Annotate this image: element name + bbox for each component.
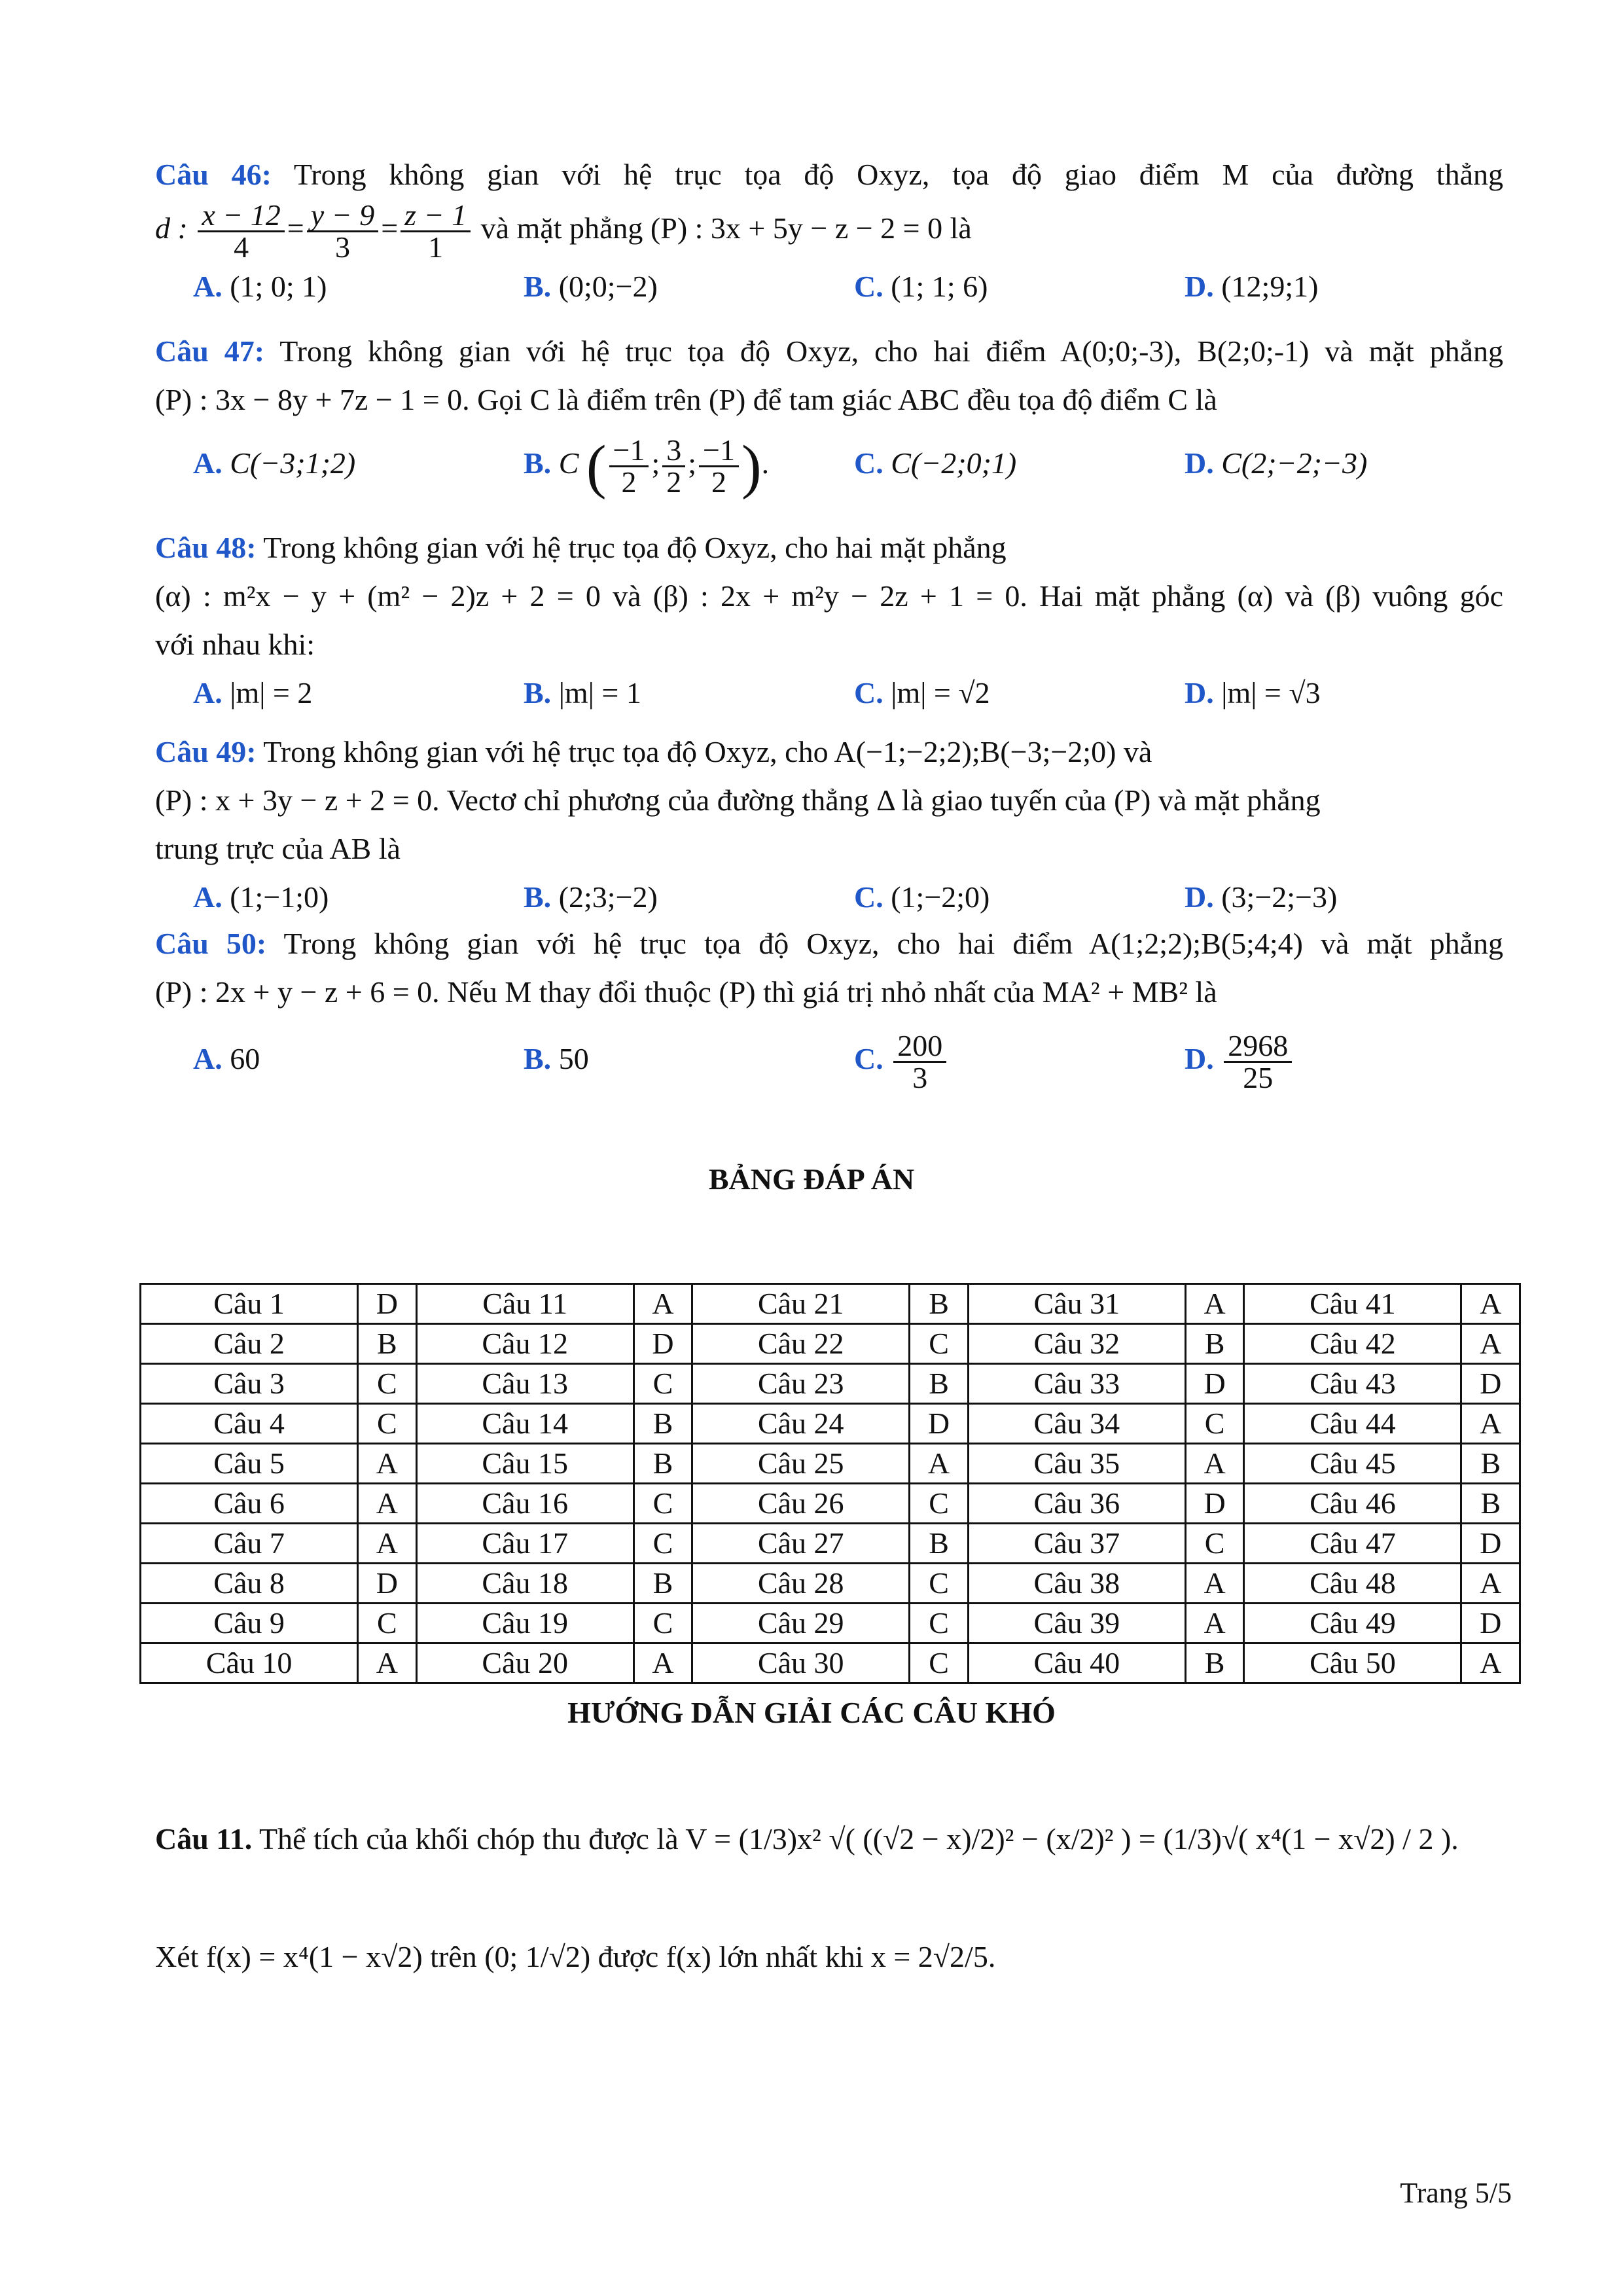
answer-cell: A	[1185, 1564, 1243, 1604]
answer-cell: C	[910, 1564, 968, 1604]
question-number-cell: Câu 19	[416, 1604, 633, 1643]
question-number-cell: Câu 23	[692, 1364, 910, 1404]
answer-cell: A	[910, 1444, 968, 1484]
options	[155, 262, 1503, 311]
answer-cell: D	[1185, 1484, 1243, 1524]
question-number-cell: Câu 38	[968, 1564, 1185, 1604]
answer-cell: D	[633, 1324, 692, 1364]
question-number-cell: Câu 17	[416, 1524, 633, 1564]
question-number-cell: Câu 11	[416, 1284, 633, 1324]
fraction: $\frac{y - 9}{3}$	[307, 200, 378, 262]
answer-cell: D	[1461, 1364, 1520, 1404]
option-c: C. C(−2;0;1)	[854, 446, 1017, 480]
option-c: C. (1; 1; 6)	[854, 269, 988, 303]
question-label: Câu 49:	[155, 735, 257, 768]
answer-cell: A	[1461, 1564, 1520, 1604]
answer-cell: B	[910, 1524, 968, 1564]
question-intro: Trong không gian với hệ trục tọa độ Oxyz, cho hai điểm A(0;0;-3), B(2;0;-1) và mặt phẳng	[279, 334, 1504, 368]
answer-cell: B	[633, 1444, 692, 1484]
option-b: B. (2;3;−2)	[524, 880, 658, 914]
fraction: $\frac{x - 12}{4}$	[198, 200, 284, 262]
answer-cell: C	[1185, 1404, 1243, 1444]
question-number-cell: Câu 16	[416, 1484, 633, 1524]
question-number-cell: Câu 31	[968, 1284, 1185, 1324]
question-number-cell: Câu 9	[141, 1604, 358, 1643]
question-number-cell: Câu 1	[141, 1284, 358, 1324]
answer-cell: D	[1461, 1604, 1520, 1643]
question-46: Câu 46: Trong không gian với hệ trục tọa độ Oxyz, tọa độ giao điểm M của đường thẳng d : $\frac{x - 12}{4}$ = $\frac{y - 9}{3}$ = $\frac{z - 1}{1}$ và mặt phẳng (P) : 3x + 5y − z − 2 = 0 là A. (1; 0; 1) B. (0;0;−2) C. (1; 1; 6) D. (12;9;1)	[155, 151, 1503, 311]
answer-cell: A	[1185, 1284, 1243, 1324]
option-c: C. (1;−2;0)	[854, 880, 990, 914]
options	[155, 424, 1503, 503]
answer-cell: A	[633, 1643, 692, 1683]
answer-cell: B	[910, 1364, 968, 1404]
plane-equation: và mặt phẳng (P) : 3x + 5y − z − 2 = 0 là	[480, 211, 972, 245]
table-row	[141, 1643, 1520, 1683]
option-d: D. (12;9;1)	[1185, 269, 1319, 303]
question-50	[155, 920, 1503, 1102]
question-number-cell: Câu 50	[1244, 1643, 1461, 1683]
table-row	[141, 1324, 1520, 1364]
fraction: $\frac{-1}{2}$	[609, 435, 649, 497]
question-number-cell: Câu 14	[416, 1404, 633, 1444]
fraction: $\frac{3}{2}$	[662, 435, 685, 497]
question-label: Câu 48:	[155, 531, 257, 564]
answer-cell: A	[358, 1643, 416, 1683]
answer-cell: C	[633, 1524, 692, 1564]
table-row	[141, 1484, 1520, 1524]
question-number-cell: Câu 6	[141, 1484, 358, 1524]
question-number-cell: Câu 28	[692, 1564, 910, 1604]
answer-cell: B	[1461, 1484, 1520, 1524]
answer-cell: A	[1461, 1324, 1520, 1364]
answer-cell: C	[910, 1604, 968, 1643]
option-d: D. |m| = √3	[1185, 676, 1321, 709]
answer-cell: C	[358, 1364, 416, 1404]
table-row	[141, 1404, 1520, 1444]
question-number-cell: Câu 33	[968, 1364, 1185, 1404]
question-text: với nhau khi:	[155, 628, 315, 661]
answer-table	[139, 1283, 1521, 1684]
solution-11	[155, 1793, 1503, 1885]
question-text: (P) : x + 3y − z + 2 = 0. Vectơ chỉ phương của đường thẳng Δ là giao tuyến của (P) và mặt phẳng	[155, 783, 1321, 817]
question-number-cell: Câu 32	[968, 1324, 1185, 1364]
answer-cell: D	[358, 1284, 416, 1324]
question-number-cell: Câu 5	[141, 1444, 358, 1484]
question-number-cell: Câu 35	[968, 1444, 1185, 1484]
option-d: D. (3;−2;−3)	[1185, 880, 1338, 914]
question-text: (P) : 3x − 8y + 7z − 1 = 0. Gọi C là điểm trên (P) để tam giác ABC đều tọa độ điểm C là	[155, 383, 1217, 416]
answer-cell: B	[1185, 1643, 1243, 1683]
question-number-cell: Câu 29	[692, 1604, 910, 1643]
question-number-cell: Câu 26	[692, 1484, 910, 1524]
question-number-cell: Câu 10	[141, 1643, 358, 1683]
option-a: A. (1; 0; 1)	[193, 269, 327, 303]
question-number-cell: Câu 41	[1244, 1284, 1461, 1324]
question-number-cell: Câu 7	[141, 1524, 358, 1564]
question-number-cell: Câu 4	[141, 1404, 358, 1444]
option-c: C. |m| = √2	[854, 676, 990, 709]
page-number: Trang 5/5	[1400, 2177, 1512, 2209]
question-number-cell: Câu 21	[692, 1284, 910, 1324]
question-number-cell: Câu 15	[416, 1444, 633, 1484]
answer-cell: B	[358, 1324, 416, 1364]
answer-cell: B	[910, 1284, 968, 1324]
question-number-cell: Câu 3	[141, 1364, 358, 1404]
answer-table-body	[141, 1284, 1520, 1683]
question-label: Câu 50:	[155, 927, 267, 960]
question-number-cell: Câu 22	[692, 1324, 910, 1364]
question-number-cell: Câu 48	[1244, 1564, 1461, 1604]
answer-cell: A	[1185, 1444, 1243, 1484]
question-text: (α) : m²x − y + (m² − 2)z + 2 = 0 và (β) : 2x + m²y − 2z + 1 = 0. Hai mặt phẳng (α) và (β) vuông góc	[155, 579, 1503, 613]
question-number-cell: Câu 36	[968, 1484, 1185, 1524]
answer-cell: C	[1185, 1524, 1243, 1564]
answer-cell: B	[1461, 1444, 1520, 1484]
fraction: $\frac{z - 1}{1}$	[401, 200, 471, 262]
question-intro: Trong không gian với hệ trục tọa độ Oxyz, cho hai điểm A(1;2;2);B(5;4;4) và mặt phẳng	[283, 927, 1504, 960]
answer-cell: C	[358, 1404, 416, 1444]
answer-cell: C	[633, 1484, 692, 1524]
line-name: d :	[155, 211, 188, 245]
options	[155, 669, 1503, 717]
question-number-cell: Câu 8	[141, 1564, 358, 1604]
answer-cell: A	[633, 1284, 692, 1324]
table-row	[141, 1564, 1520, 1604]
question-number-cell: Câu 20	[416, 1643, 633, 1683]
solution-11-continued: Xét f(x) = x⁴(1 − x√2) trên (0; 1/√2) được f(x) lớn nhất khi x = 2√2/5.	[155, 1940, 996, 1973]
question-number-cell: Câu 12	[416, 1324, 633, 1364]
option-d: D. $\frac{2968}{25}$	[1185, 1016, 1294, 1102]
solution-value: 2√2/5	[918, 1940, 988, 1973]
question-number-cell: Câu 47	[1244, 1524, 1461, 1564]
option-a: A. C(−3;1;2)	[193, 446, 356, 480]
question-text: trung trực của AB là	[155, 832, 401, 865]
question-number-cell: Câu 37	[968, 1524, 1185, 1564]
options	[155, 1016, 1503, 1102]
answer-cell: C	[910, 1484, 968, 1524]
answer-cell: C	[910, 1324, 968, 1364]
question-label: Câu 46:	[155, 158, 272, 191]
answer-cell: D	[910, 1404, 968, 1444]
question-49	[155, 728, 1503, 922]
answer-cell: B	[1185, 1324, 1243, 1364]
option-d: D. C(2;−2;−3)	[1185, 446, 1368, 480]
table-row	[141, 1444, 1520, 1484]
option-b: B. (0;0;−2)	[524, 269, 658, 303]
question-number-cell: Câu 34	[968, 1404, 1185, 1444]
solution-text: Xét f(x) = x⁴(1 − x√2) trên (0; 1/√2) được f(x) lớn nhất khi x =	[155, 1940, 911, 1973]
table-row	[141, 1524, 1520, 1564]
answer-cell: C	[633, 1604, 692, 1643]
answer-cell: A	[358, 1444, 416, 1484]
option-b: B. 50	[524, 1042, 589, 1075]
question-number-cell: Câu 40	[968, 1643, 1185, 1683]
question-number-cell: Câu 18	[416, 1564, 633, 1604]
option-a: A. (1;−1;0)	[193, 880, 329, 914]
option-c: C. $\frac{200}{3}$	[854, 1016, 949, 1102]
table-row	[141, 1364, 1520, 1404]
question-number-cell: Câu 39	[968, 1604, 1185, 1643]
answer-cell: A	[1185, 1604, 1243, 1643]
option-a: A. 60	[193, 1042, 260, 1075]
question-number-cell: Câu 24	[692, 1404, 910, 1444]
answer-cell: C	[358, 1604, 416, 1643]
question-48	[155, 524, 1503, 717]
question-number-cell: Câu 25	[692, 1444, 910, 1484]
question-number-cell: Câu 2	[141, 1324, 358, 1364]
answer-cell: A	[1461, 1404, 1520, 1444]
question-number-cell: Câu 30	[692, 1643, 910, 1683]
answer-cell: C	[910, 1643, 968, 1683]
answer-cell: D	[358, 1564, 416, 1604]
option-b: B. |m| = 1	[524, 676, 641, 709]
question-text: (P) : 2x + y − z + 6 = 0. Nếu M thay đổi thuộc (P) thì giá trị nhỏ nhất của MA² + MB² là	[155, 975, 1217, 1009]
solutions-title: HƯỚNG DẪN GIẢI CÁC CÂU KHÓ	[567, 1696, 1056, 1729]
solution-formula: (1/3)x² √( ((√2 − x)/2)² − (x/2)² ) = (1/3)√( x⁴(1 − x√2) / 2 ).	[738, 1822, 1459, 1856]
option-a: A. |m| = 2	[193, 676, 313, 709]
answer-cell: A	[1461, 1284, 1520, 1324]
answer-cell: B	[633, 1404, 692, 1444]
answer-cell: A	[358, 1524, 416, 1564]
question-number-cell: Câu 44	[1244, 1404, 1461, 1444]
question-number-cell: Câu 13	[416, 1364, 633, 1404]
question-label: Câu 47:	[155, 334, 265, 368]
fraction: $\frac{200}{3}$	[893, 1031, 946, 1093]
options	[155, 873, 1503, 922]
answer-table-title: BẢNG ĐÁP ÁN	[708, 1162, 915, 1196]
answer-cell: B	[633, 1564, 692, 1604]
question-intro: Trong không gian với hệ trục tọa độ Oxyz, cho hai mặt phẳng	[263, 531, 1007, 564]
table-row	[141, 1284, 1520, 1324]
solution-text: Thể tích của khối chóp thu được là V =	[259, 1822, 732, 1856]
question-number-cell: Câu 27	[692, 1524, 910, 1564]
answer-cell: A	[1461, 1643, 1520, 1683]
option-b: B. C ( $\frac{-1}{2}$ ; $\frac{3}{2}$ ; $\frac{-1}{2}$ ).	[524, 433, 770, 500]
question-intro: Trong không gian với hệ trục tọa độ Oxyz, cho A(−1;−2;2);B(−3;−2;0) và	[263, 735, 1152, 768]
table-row	[141, 1604, 1520, 1643]
question-number-cell: Câu 49	[1244, 1604, 1461, 1643]
answer-cell: D	[1185, 1364, 1243, 1404]
question-number-cell: Câu 45	[1244, 1444, 1461, 1484]
question-number-cell: Câu 43	[1244, 1364, 1461, 1404]
solution-label: Câu 11.	[155, 1822, 253, 1856]
question-intro: Trong không gian với hệ trục tọa độ Oxyz, tọa độ giao điểm M của đường thẳng	[293, 158, 1503, 191]
question-47	[155, 327, 1503, 503]
question-number-cell: Câu 46	[1244, 1484, 1461, 1524]
answer-cell: D	[1461, 1524, 1520, 1564]
answer-cell: A	[358, 1484, 416, 1524]
answer-cell: C	[633, 1364, 692, 1404]
question-number-cell: Câu 42	[1244, 1324, 1461, 1364]
fraction: $\frac{2968}{25}$	[1224, 1031, 1292, 1093]
fraction: $\frac{-1}{2}$	[699, 435, 739, 497]
